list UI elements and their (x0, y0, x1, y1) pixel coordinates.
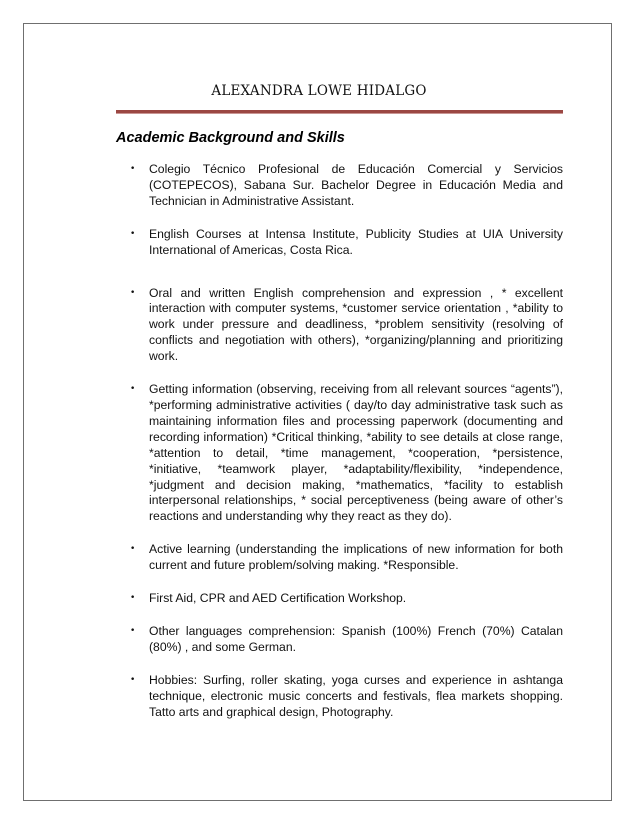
bullet-icon: • (130, 674, 136, 685)
list-item-active-learning (130, 542, 563, 574)
list-item-education (130, 162, 563, 210)
list-item-text: Getting information (observing, receiving from all relevant sources “agents”), *performing administrative activities ( day/to day administrative task such as maintaining information files and processing paperwork (documenting and recording information) *Critical thinking, *ability to see details at close range, *attention to detail, *time management, *cooperation, *persistence, *initiative, *teamwork player, *adaptability/flexibility, *independence, *judgment and decision making, *mathematics, *facility to establish interpersonal relationships, * social perceptiveness (being aware of other’s reactions and understanding why they react as they do). (149, 382, 563, 524)
bullet-icon: • (130, 544, 136, 555)
list-item-text: First Aid, CPR and AED Certification Workshop. (149, 591, 407, 606)
list-item-text: Hobbies: Surfing, roller skating, yoga curses and experience in ashtanga technique, electronic music concerts and festivals, flea markets shopping. Tatto arts and graphical design, Photography. (149, 672, 563, 719)
list-item-languages (130, 624, 563, 656)
list-item-english-courses (130, 227, 563, 259)
list-item-text: Oral and written English comprehension and expression , * excellent interaction with computer systems, *customer service orientation , *ability to work under pressure and deadliness, *problem sensitivity (resolving of conflicts and negotiation with others), *organizing/planning and prioritizing work. (149, 285, 563, 364)
list-item-text: Colegio Técnico Profesional de Educación Comercial y Servicios (COTEPECOS), Sabana Sur. Bachelor Degree in Educación Media and Technician in Administrative Assistant. (149, 162, 563, 208)
title-divider (116, 110, 563, 114)
bullet-icon: • (130, 287, 136, 298)
bullet-icon: • (130, 164, 136, 174)
bullet-icon: • (130, 593, 136, 604)
list-item-first-aid (130, 591, 563, 607)
section-heading: Academic Background and Skills (116, 130, 345, 146)
bullet-icon: • (130, 625, 136, 636)
bullet-icon: • (130, 384, 136, 395)
bullet-icon: • (130, 228, 136, 239)
list-item-communication-skills (130, 286, 563, 366)
list-item-text: Active learning (understanding the implications of new information for both current and future problem/solving making. *Responsible. (149, 542, 563, 573)
candidate-name: ALEXANDRA LOWE HIDALGO (211, 83, 427, 99)
list-item-hobbies (130, 673, 563, 721)
list-item-administrative-skills (130, 382, 563, 525)
list-item-text: Other languages comprehension: Spanish (100%) French (70%) Catalan (80%) , and some German. (149, 623, 563, 654)
list-item-text: English Courses at Intensa Institute, Publicity Studies at UIA University International of Americas, Costa Rica. (149, 226, 563, 257)
skills-list (130, 162, 563, 720)
